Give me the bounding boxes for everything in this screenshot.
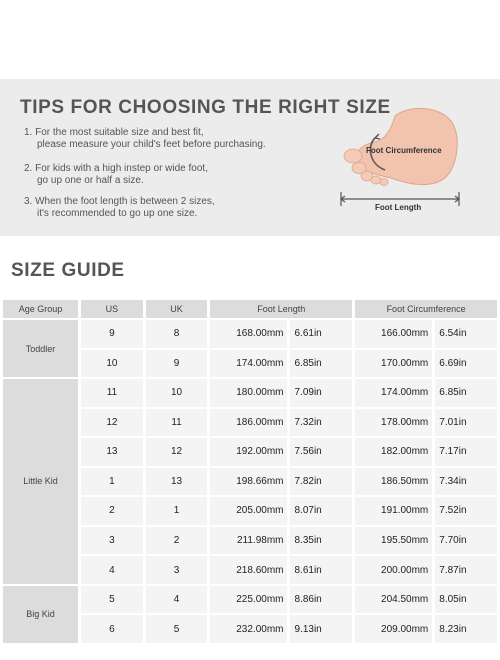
tip-3-line-1: 3. When the foot length is between 2 sizes, xyxy=(24,196,215,207)
cell-us: 11 xyxy=(81,379,143,407)
cell-length-in: 8.07in xyxy=(290,497,352,525)
cell-circumference-in: 7.70in xyxy=(435,527,497,555)
cell-uk: 4 xyxy=(146,586,208,614)
cell-uk: 9 xyxy=(146,350,208,378)
cell-circumference-mm: 178.00mm xyxy=(355,409,432,437)
cell-length-mm: 211.98mm xyxy=(210,527,287,555)
cell-length-in: 7.09in xyxy=(290,379,352,407)
cell-us: 2 xyxy=(81,497,143,525)
cell-us: 13 xyxy=(81,438,143,466)
cell-us: 4 xyxy=(81,556,143,584)
table-row xyxy=(3,586,497,614)
tip-3-line-2: it's recommended to go up one size. xyxy=(37,208,198,219)
tip-2 xyxy=(24,163,208,187)
cell-circumference-in: 8.23in xyxy=(435,615,497,643)
cell-length-in: 6.61in xyxy=(290,320,352,348)
cell-length-mm: 192.00mm xyxy=(210,438,287,466)
cell-circumference-mm: 174.00mm xyxy=(355,379,432,407)
cell-uk: 8 xyxy=(146,320,208,348)
cell-us: 6 xyxy=(81,615,143,643)
cell-length-in: 6.85in xyxy=(290,350,352,378)
header-age-group: Age Group xyxy=(3,300,78,318)
cell-length-in: 7.32in xyxy=(290,409,352,437)
cell-circumference-mm: 166.00mm xyxy=(355,320,432,348)
size-guide-title: SIZE GUIDE xyxy=(11,260,125,281)
cell-circumference-in: 7.87in xyxy=(435,556,497,584)
header-us: US xyxy=(81,300,143,318)
cell-us: 12 xyxy=(81,409,143,437)
cell-circumference-in: 8.05in xyxy=(435,586,497,614)
cell-length-in: 8.35in xyxy=(290,527,352,555)
cell-length-in: 7.56in xyxy=(290,438,352,466)
cell-us: 5 xyxy=(81,586,143,614)
cell-us: 10 xyxy=(81,350,143,378)
cell-uk: 10 xyxy=(146,379,208,407)
cell-length-in: 8.61in xyxy=(290,556,352,584)
cell-circumference-mm: 186.50mm xyxy=(355,468,432,496)
cell-circumference-in: 7.01in xyxy=(435,409,497,437)
cell-length-mm: 174.00mm xyxy=(210,350,287,378)
cell-circumference-in: 6.69in xyxy=(435,350,497,378)
cell-circumference-mm: 191.00mm xyxy=(355,497,432,525)
header-foot-circumference: Foot Circumference xyxy=(355,300,497,318)
tip-1-line-1: 1. For the most suitable size and best fit, xyxy=(24,127,204,138)
group-big-kid: Big Kid xyxy=(3,586,78,643)
cell-us: 9 xyxy=(81,320,143,348)
tip-1-line-2: please measure your child's feet before purchasing. xyxy=(37,139,266,150)
cell-uk: 13 xyxy=(146,468,208,496)
cell-us: 3 xyxy=(81,527,143,555)
cell-circumference-mm: 170.00mm xyxy=(355,350,432,378)
tips-panel xyxy=(0,79,500,236)
cell-uk: 5 xyxy=(146,615,208,643)
cell-length-in: 7.82in xyxy=(290,468,352,496)
group-little-kid: Little Kid xyxy=(3,379,78,584)
cell-length-mm: 198.66mm xyxy=(210,468,287,496)
size-guide-table xyxy=(0,298,500,645)
foot-length-label: Foot Length xyxy=(375,203,422,212)
tip-1 xyxy=(24,127,266,151)
table-row xyxy=(3,379,497,407)
cell-circumference-in: 6.85in xyxy=(435,379,497,407)
tips-title: TIPS FOR CHOOSING THE RIGHT SIZE xyxy=(20,97,391,118)
cell-uk: 11 xyxy=(146,409,208,437)
header-foot-length: Foot Length xyxy=(210,300,352,318)
cell-uk: 2 xyxy=(146,527,208,555)
table-header-row xyxy=(3,300,497,318)
cell-length-mm: 225.00mm xyxy=(210,586,287,614)
tip-2-line-2: go up one or half a size. xyxy=(37,175,144,186)
cell-circumference-mm: 182.00mm xyxy=(355,438,432,466)
cell-length-mm: 218.60mm xyxy=(210,556,287,584)
cell-circumference-in: 7.52in xyxy=(435,497,497,525)
cell-uk: 12 xyxy=(146,438,208,466)
foot-circumference-label: Foot Circumference xyxy=(366,146,442,155)
group-toddler: Toddler xyxy=(3,320,78,377)
tip-3 xyxy=(24,196,215,220)
cell-circumference-in: 7.34in xyxy=(435,468,497,496)
cell-circumference-mm: 195.50mm xyxy=(355,527,432,555)
cell-uk: 3 xyxy=(146,556,208,584)
cell-circumference-mm: 200.00mm xyxy=(355,556,432,584)
cell-length-mm: 180.00mm xyxy=(210,379,287,407)
cell-circumference-in: 7.17in xyxy=(435,438,497,466)
cell-circumference-mm: 204.50mm xyxy=(355,586,432,614)
cell-uk: 1 xyxy=(146,497,208,525)
cell-length-mm: 205.00mm xyxy=(210,497,287,525)
header-uk: UK xyxy=(146,300,208,318)
cell-circumference-in: 6.54in xyxy=(435,320,497,348)
cell-length-in: 9.13in xyxy=(290,615,352,643)
tip-2-line-1: 2. For kids with a high instep or wide foot, xyxy=(24,163,208,174)
cell-length-mm: 186.00mm xyxy=(210,409,287,437)
foot-measurement-illustration xyxy=(335,86,465,216)
cell-circumference-mm: 209.00mm xyxy=(355,615,432,643)
table-row xyxy=(3,320,497,348)
cell-length-mm: 168.00mm xyxy=(210,320,287,348)
cell-us: 1 xyxy=(81,468,143,496)
cell-length-in: 8.86in xyxy=(290,586,352,614)
cell-length-mm: 232.00mm xyxy=(210,615,287,643)
